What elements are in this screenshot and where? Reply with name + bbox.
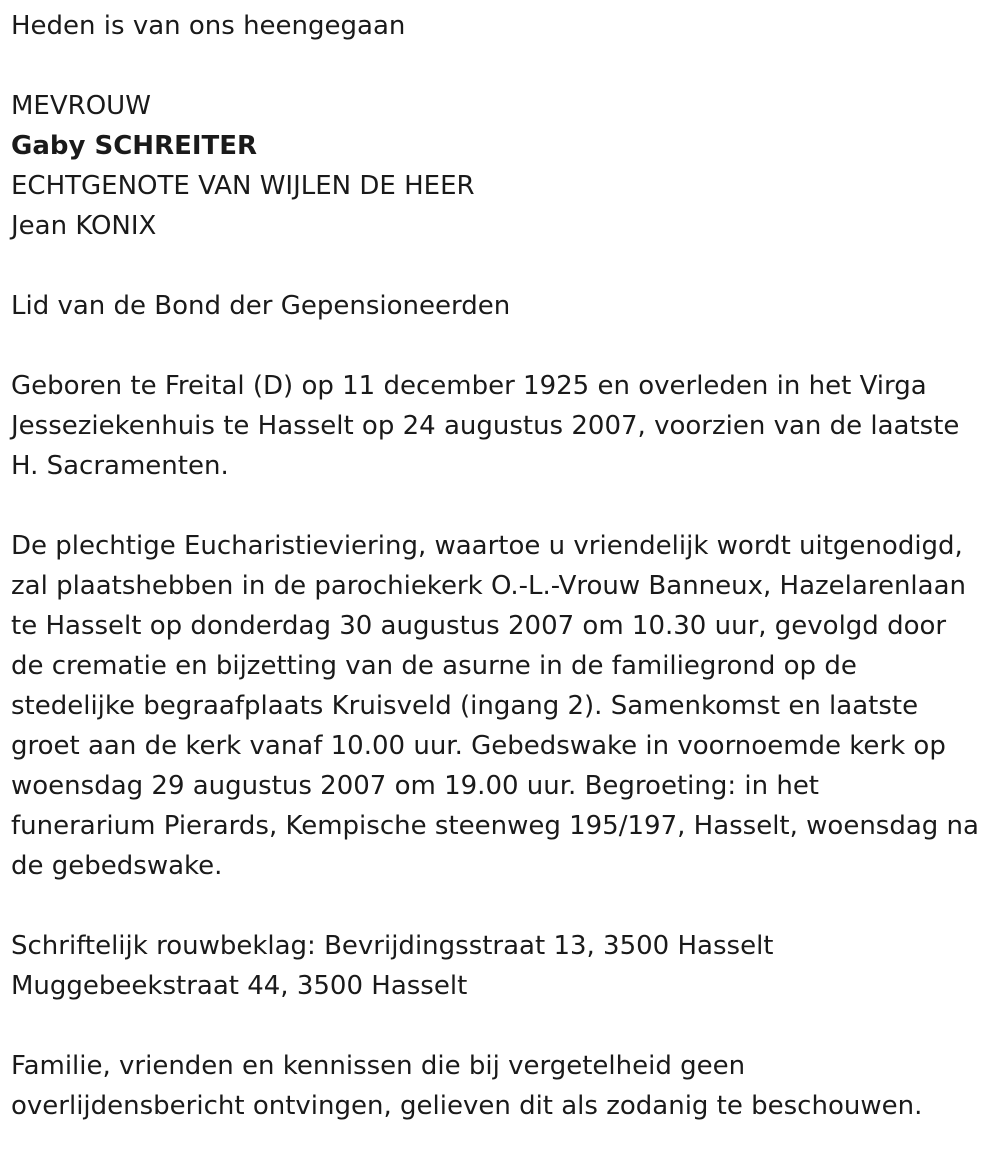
spacer [11, 1006, 991, 1046]
obituary-notice [11, 6, 991, 1126]
spacer [11, 326, 991, 366]
spacer [11, 46, 991, 86]
paragraph-line: Schriftelijk rouwbeklag: Bevrijdingsstraat 13, 3500 Hasselt [11, 931, 774, 961]
paragraph-line: de crematie en bijzetting van de asurne in de familiegrond op de [11, 651, 857, 681]
paragraph-line: Familie, vrienden en kennissen die bij vergetelheid geen [11, 1051, 746, 1081]
intro-text: Heden is van ons heengegaan [11, 11, 406, 41]
spouse-label: ECHTGENOTE VAN WIJLEN DE HEER [11, 171, 475, 201]
paragraph-line: woensdag 29 augustus 2007 om 19.00 uur. Begroeting: in het [11, 771, 820, 801]
paragraph-line: de gebedswake. [11, 851, 223, 881]
birth-death-paragraph [11, 366, 991, 486]
deceased-name: Gaby SCHREITER [11, 131, 258, 161]
paragraph-line: te Hasselt op donderdag 30 augustus 2007 om 10.30 uur, gevolgd door [11, 611, 947, 641]
paragraph-line: H. Sacramenten. [11, 451, 229, 481]
paragraph-line: De plechtige Eucharistieviering, waartoe u vriendelijk wordt uitgenodigd, [11, 531, 963, 561]
paragraph-line: funerarium Pierards, Kempische steenweg 195/197, Hasselt, woensdag na [11, 811, 979, 841]
paragraph-line: Jesseziekenhuis te Hasselt op 24 augustus 2007, voorzien van de laatste [11, 411, 960, 441]
paragraph-line: overlijdensbericht ontvingen, gelieven dit als zodanig te beschouwen. [11, 1091, 923, 1121]
spacer [11, 886, 991, 926]
spacer [11, 486, 991, 526]
closing-paragraph [11, 1046, 991, 1126]
paragraph-line: stedelijke begraafplaats Kruisveld (ingang 2). Samenkomst en laatste [11, 691, 919, 721]
condolences-paragraph [11, 926, 991, 1006]
paragraph-line: groet aan de kerk vanaf 10.00 uur. Gebedswake in voornoemde kerk op [11, 731, 946, 761]
paragraph-line: Muggebeekstraat 44, 3500 Hasselt [11, 971, 468, 1001]
paragraph-line: zal plaatshebben in de parochiekerk O.-L.-Vrouw Banneux, Hazelarenlaan [11, 571, 966, 601]
spacer [11, 246, 991, 286]
paragraph-line: Geboren te Freital (D) op 11 december 1925 en overleden in het Virga [11, 371, 927, 401]
title-prefix: MEVROUW [11, 91, 151, 121]
ceremony-paragraph [11, 526, 991, 886]
spouse-name: Jean KONIX [11, 211, 157, 241]
membership-text: Lid van de Bond der Gepensioneerden [11, 291, 511, 321]
